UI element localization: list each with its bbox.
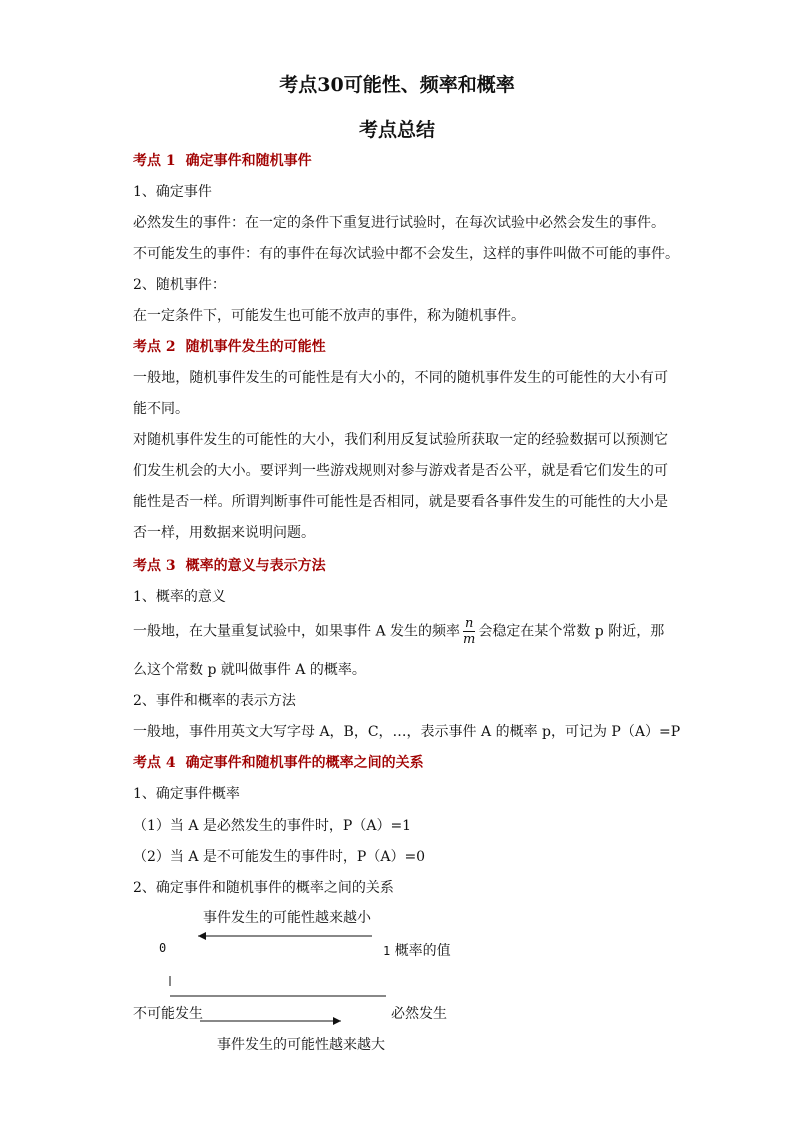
label-impossible: 不可能发生 <box>133 1006 203 1022</box>
label-probability-value: 概率的值 <box>394 943 451 959</box>
arrow-decreasing <box>198 932 372 940</box>
label-value <box>383 940 451 960</box>
s3-line-2-end: 会稳定在某个常数 p 附近，那 <box>478 623 665 640</box>
label-zero: 0 <box>159 941 167 955</box>
s3-line-3: 么这个常数 p 就叫做事件 A 的概率。 <box>133 662 366 678</box>
s2-paragraph-2: 对随机事件发生的可能性的大小，我们利用反复试验所获取一定的经验数据可以预测它们发生机会的大小。要评判一些游戏规则对参与游戏者是否公平，就是看它们发生的可能性是否一样。所谓判断事件可能性是否相同，就是要看各事件发生的可能性的大小是否一样，用数据来说明问题。 <box>133 432 668 541</box>
s4-line-4: 2、确定事件和随机事件的概率之间的关系 <box>133 880 394 896</box>
label-certain: 必然发生 <box>391 1006 447 1022</box>
s4-line-3: （2）当 A 是不可能发生的事件时，P（A）=0 <box>133 849 426 865</box>
s3-line-5: 一般地，事件用英文大写字母 A，B，C，…，表示事件 A 的概率 p，可记为 P（A）=P <box>133 724 681 740</box>
s1-line-2: 必然发生的事件：在一定的条件下重复进行试验时，在每次试验中必然会发生的事件。 <box>133 215 665 231</box>
label-decreasing: 事件发生的可能性越来越小 <box>203 910 371 926</box>
s3-line-2-start: 一般地，在大量重复试验中，如果事件 A 发生的频率 <box>133 623 461 640</box>
section-1-number: 考点 1 <box>133 153 176 169</box>
section-2-number: 考点 2 <box>133 339 176 355</box>
arrow-increasing <box>200 1017 341 1025</box>
section-3-number: 考点 3 <box>133 558 176 574</box>
label-increasing: 事件发生的可能性越来越大 <box>217 1037 385 1053</box>
document-subtitle: 考点总结 <box>358 119 435 141</box>
section-4-title: 确定事件和随机事件的概率之间的关系 <box>185 755 424 771</box>
section-3-title: 概率的意义与表示方法 <box>185 558 326 574</box>
section-1-title: 确定事件和随机事件 <box>185 153 312 169</box>
fraction-numerator: n <box>464 616 474 631</box>
s4-line-1: 1、确定事件概率 <box>133 786 240 802</box>
s1-line-1: 1、确定事件 <box>133 184 212 200</box>
section-2-title: 随机事件发生的可能性 <box>185 339 326 355</box>
s3-line-1: 1、概率的意义 <box>133 589 226 605</box>
s3-line-4: 2、事件和概率的表示方法 <box>133 693 296 709</box>
s1-line-3: 不可能发生的事件：有的事件在每次试验中都不会发生，这样的事件叫做不可能的事件。 <box>133 246 679 262</box>
s1-line-5: 在一定条件下，可能发生也可能不放声的事件，称为随机事件。 <box>133 308 525 324</box>
document-title: 考点30可能性、频率和概率 <box>279 74 515 96</box>
s1-line-4: 2、随机事件： <box>133 277 226 293</box>
label-one: 1 <box>383 944 391 958</box>
s2-paragraph-1: 一般地，随机事件发生的可能性是有大小的，不同的随机事件发生的可能性的大小有可能不同。 <box>133 370 668 417</box>
s4-line-2: （1）当 A 是必然发生的事件时，P（A）=1 <box>133 818 412 834</box>
section-4-number: 考点 4 <box>133 755 176 771</box>
fraction-denominator: m <box>463 632 476 647</box>
